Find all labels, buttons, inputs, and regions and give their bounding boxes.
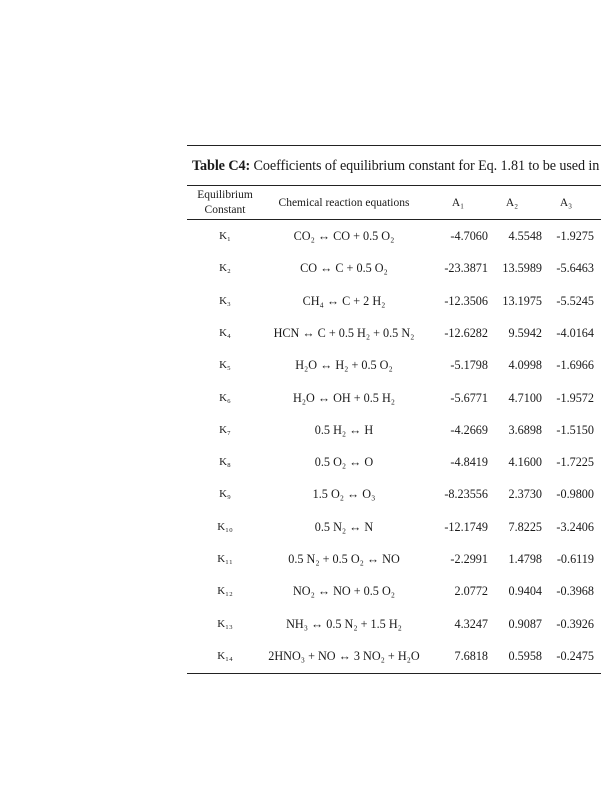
table-row <box>0 420 601 453</box>
table-row <box>0 452 601 485</box>
a3-cell: -0.6119 <box>556 552 594 566</box>
a3-cell: -0.9800 <box>556 487 594 502</box>
reaction-cell: H₂O ↔ OH + 0.5 H₂ <box>292 390 396 405</box>
header-reaction: Chemical reaction equations <box>278 197 410 209</box>
a2-cell: 2.3730 <box>508 487 542 502</box>
a2-cell: 4.1600 <box>508 455 542 470</box>
header-a3: A₃ <box>559 197 573 209</box>
table-row <box>0 388 601 421</box>
a2-cell: 13.1975 <box>502 293 542 308</box>
table-row <box>0 614 601 647</box>
constant-cell: K₇ <box>219 423 231 436</box>
a2-cell: 0.9087 <box>508 616 542 631</box>
a2-cell: 1.4798 <box>508 552 542 566</box>
a1-cell: -12.6282 <box>444 325 488 340</box>
constant-cell: K₂ <box>219 262 231 275</box>
a1-cell: -4.7060 <box>450 229 488 243</box>
reaction-cell: 1.5 O₂ ↔ O₃ <box>312 487 376 502</box>
a2-cell: 7.8225 <box>508 519 542 534</box>
constant-cell: K₄ <box>219 326 231 339</box>
a1-cell: -23.3871 <box>444 261 488 276</box>
reaction-cell: CO₂ ↔ CO + 0.5 O₂ <box>293 229 395 243</box>
header-constant-line2: Constant <box>204 204 246 216</box>
reaction-cell: CO ↔ C + 0.5 O₂ <box>300 261 388 276</box>
a3-cell: -3.2406 <box>556 519 594 534</box>
a1-cell: -4.2669 <box>450 422 488 437</box>
table-header-top-rule <box>187 185 601 186</box>
a1-cell: -12.1749 <box>444 519 488 534</box>
a2-cell: 0.9404 <box>508 584 542 599</box>
header-a2: A₂ <box>505 197 519 209</box>
table-top-rule <box>187 145 601 146</box>
a1-cell: -5.6771 <box>450 390 488 405</box>
a2-cell: 4.5548 <box>508 229 542 243</box>
a1-cell: -12.3506 <box>444 293 488 308</box>
table-caption <box>192 158 599 175</box>
a3-cell: -4.0164 <box>556 325 594 340</box>
table-row <box>0 323 601 356</box>
table-row <box>0 291 601 324</box>
header-equilibrium-constant <box>190 188 260 218</box>
reaction-cell: 0.5 O₂ ↔ O <box>314 455 374 470</box>
a2-cell: 13.5989 <box>502 261 542 276</box>
a1-cell: -2.2991 <box>450 552 488 566</box>
a2-cell: 3.6898 <box>508 422 542 437</box>
reaction-cell: NO₂ ↔ NO + 0.5 O₂ <box>292 584 396 599</box>
a3-cell: -5.6463 <box>556 261 594 276</box>
a2-cell: 4.0998 <box>508 358 542 373</box>
constant-cell: K₆ <box>219 391 231 404</box>
reaction-cell: H₂O ↔ H₂ + 0.5 O₂ <box>295 358 393 373</box>
a3-cell: -1.9275 <box>556 229 594 243</box>
caption-label: Table C4: <box>192 158 251 174</box>
table-row <box>0 226 601 259</box>
reaction-cell: 0.5 H₂ ↔ H <box>314 422 374 437</box>
reaction-cell: HCN ↔ C + 0.5 H₂ + 0.5 N₂ <box>273 325 415 340</box>
reaction-cell: 2HNO₃ + NO ↔ 3 NO₂ + H₂O <box>268 648 420 663</box>
constant-cell: K₁₃ <box>217 617 233 630</box>
a1-cell: 4.3247 <box>454 616 488 631</box>
a1-cell: -5.1798 <box>450 358 488 373</box>
a1-cell: -8.23556 <box>444 487 488 502</box>
constant-cell: K₈ <box>219 456 231 469</box>
a3-cell: -1.5150 <box>556 422 594 437</box>
a3-cell: -1.6966 <box>556 358 594 373</box>
table-row <box>0 258 601 291</box>
a1-cell: 2.0772 <box>454 584 488 599</box>
constant-cell: K₁ <box>219 230 231 242</box>
a3-cell: -0.3968 <box>556 584 594 599</box>
constant-cell: K₉ <box>219 488 231 501</box>
table-row <box>0 484 601 517</box>
a2-cell: 9.5942 <box>508 325 542 340</box>
constant-cell: K₁₀ <box>217 520 233 533</box>
constant-cell: K₃ <box>219 294 231 307</box>
a3-cell: -1.9572 <box>556 390 594 405</box>
a3-cell: -1.7225 <box>556 455 594 470</box>
reaction-cell: CH₄ ↔ C + 2 H₂ <box>302 293 386 308</box>
a3-cell: -5.5245 <box>556 293 594 308</box>
table-row <box>0 549 601 582</box>
a1-cell: 7.6818 <box>454 648 488 663</box>
table-row <box>0 581 601 614</box>
table-header-bottom-rule <box>187 219 601 220</box>
caption-text: Coefficients of equilibrium constant for Eq. 1.81 to be used in <box>253 158 600 174</box>
a2-cell: 0.5958 <box>508 648 542 663</box>
header-a1: A₁ <box>451 197 465 209</box>
reaction-cell: NH₃ ↔ 0.5 N₂ + 1.5 H₂ <box>286 616 402 631</box>
a3-cell: -0.2475 <box>556 648 594 663</box>
constant-cell: K₅ <box>219 359 231 372</box>
a1-cell: -4.8419 <box>450 455 488 470</box>
reaction-cell: 0.5 N₂ ↔ N <box>314 519 374 534</box>
constant-cell: K₁₄ <box>217 649 233 662</box>
table-bottom-rule <box>187 673 601 674</box>
a2-cell: 4.7100 <box>508 390 542 405</box>
header-constant-line1: Equilibrium <box>197 189 253 201</box>
table-row <box>0 517 601 550</box>
a3-cell: -0.3926 <box>556 616 594 631</box>
reaction-cell: 0.5 N₂ + 0.5 O₂ ↔ NO <box>288 552 400 566</box>
table-row <box>0 355 601 388</box>
constant-cell: K₁₁ <box>217 553 233 565</box>
constant-cell: K₁₂ <box>217 585 233 598</box>
